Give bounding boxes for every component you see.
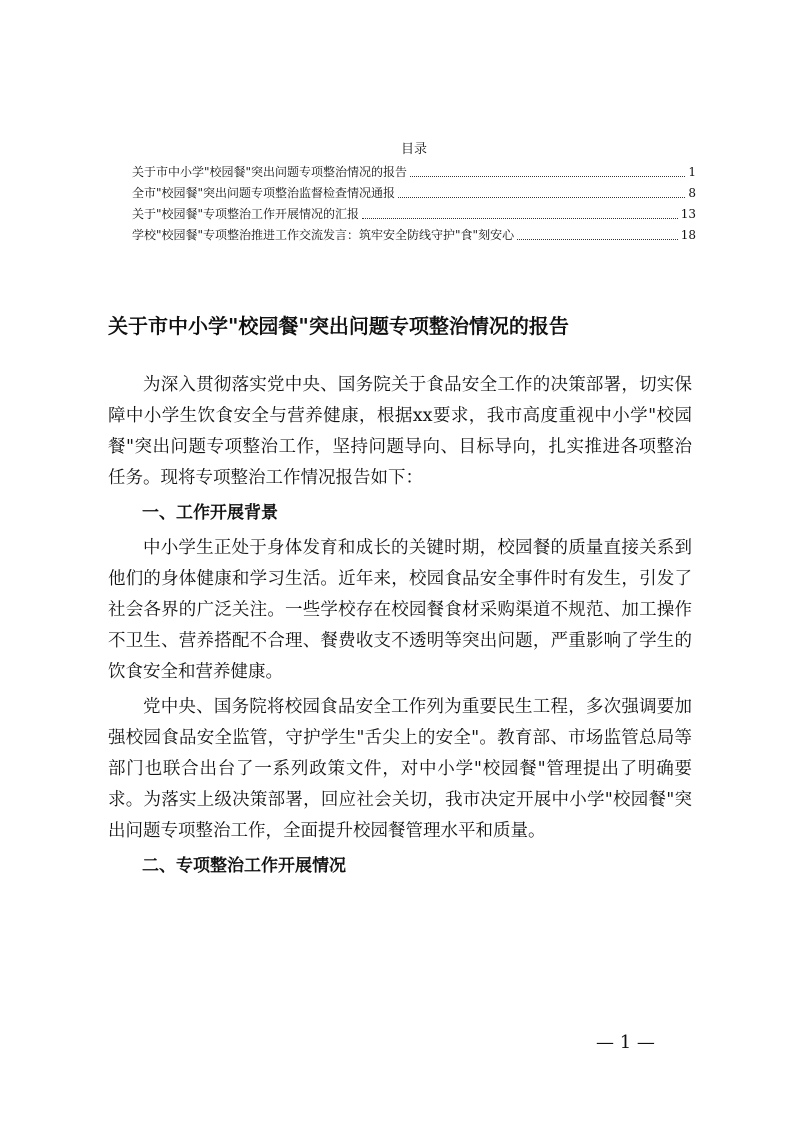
page-number: — 1 — [596, 1032, 655, 1053]
toc-entry-page: 18 [680, 228, 696, 242]
toc-leader [517, 239, 678, 240]
toc-entry-page: 13 [680, 207, 696, 221]
toc-entry-page: 1 [688, 165, 696, 179]
toc-entry[interactable] [132, 162, 696, 183]
toc-entry[interactable] [132, 204, 696, 225]
toc-entry-page: 8 [688, 186, 696, 200]
intro-paragraph: 为深入贯彻落实党中央、国务院关于食品安全工作的决策部署，切实保障中小学生饮食安全与营养健康，根据xx要求，我市高度重视中小学"校园餐"突出问题专项整治工作，坚持问题导向、目标导向，扎实推进各项整治任务。现将专项整治工作情况报告如下： [108, 375, 692, 488]
toc-entry-text: 全市"校园餐"突出问题专项整治监督检查情况通报 [132, 186, 396, 200]
toc-leader [410, 176, 685, 177]
toc-entry-text: 关于市中小学"校园餐"突出问题专项整治情况的报告 [132, 165, 408, 179]
body-paragraph: 党中央、国务院将校园食品安全工作列为重要民生工程，多次强调要加强校园食品安全监管，守护学生"舌尖上的安全"。教育部、市场监管总局等部门也联合出台了一系列政策文件，对中小学"校园餐"管理提出了明确要求。为落实上级决策部署，回应社会关切，我市决定开展中小学"校园餐"突出问题专项整治工作，全面提升校园餐管理水平和质量。 [108, 697, 692, 841]
section-heading: 二、专项整治工作开展情况 [142, 856, 346, 876]
toc-entry[interactable] [132, 183, 696, 204]
toc-title: 目录 [400, 142, 427, 157]
table-of-contents [132, 140, 696, 246]
toc-leader [398, 197, 685, 198]
document-body [108, 370, 692, 886]
toc-leader [362, 218, 678, 219]
toc-entry[interactable] [132, 225, 696, 246]
document-title: 关于市中小学"校园餐"突出问题专项整治情况的报告 [108, 314, 569, 338]
body-paragraph: 中小学生正处于身体发育和成长的关键时期，校园餐的质量直接关系到他们的身体健康和学习生活。近年来，校园食品安全事件时有发生，引发了社会各界的广泛关注。一些学校存在校园餐食材采购渠道不规范、加工操作不卫生、营养搭配不合理、餐费收支不透明等突出问题，严重影响了学生的饮食安全和营养健康。 [108, 538, 692, 682]
toc-entry-text: 关于"校园餐"专项整治工作开展情况的汇报 [132, 207, 360, 221]
section-heading: 一、工作开展背景 [142, 503, 278, 523]
toc-entry-text: 学校"校园餐"专项整治推进工作交流发言：筑牢安全防线守护"食"刻安心 [132, 228, 515, 242]
